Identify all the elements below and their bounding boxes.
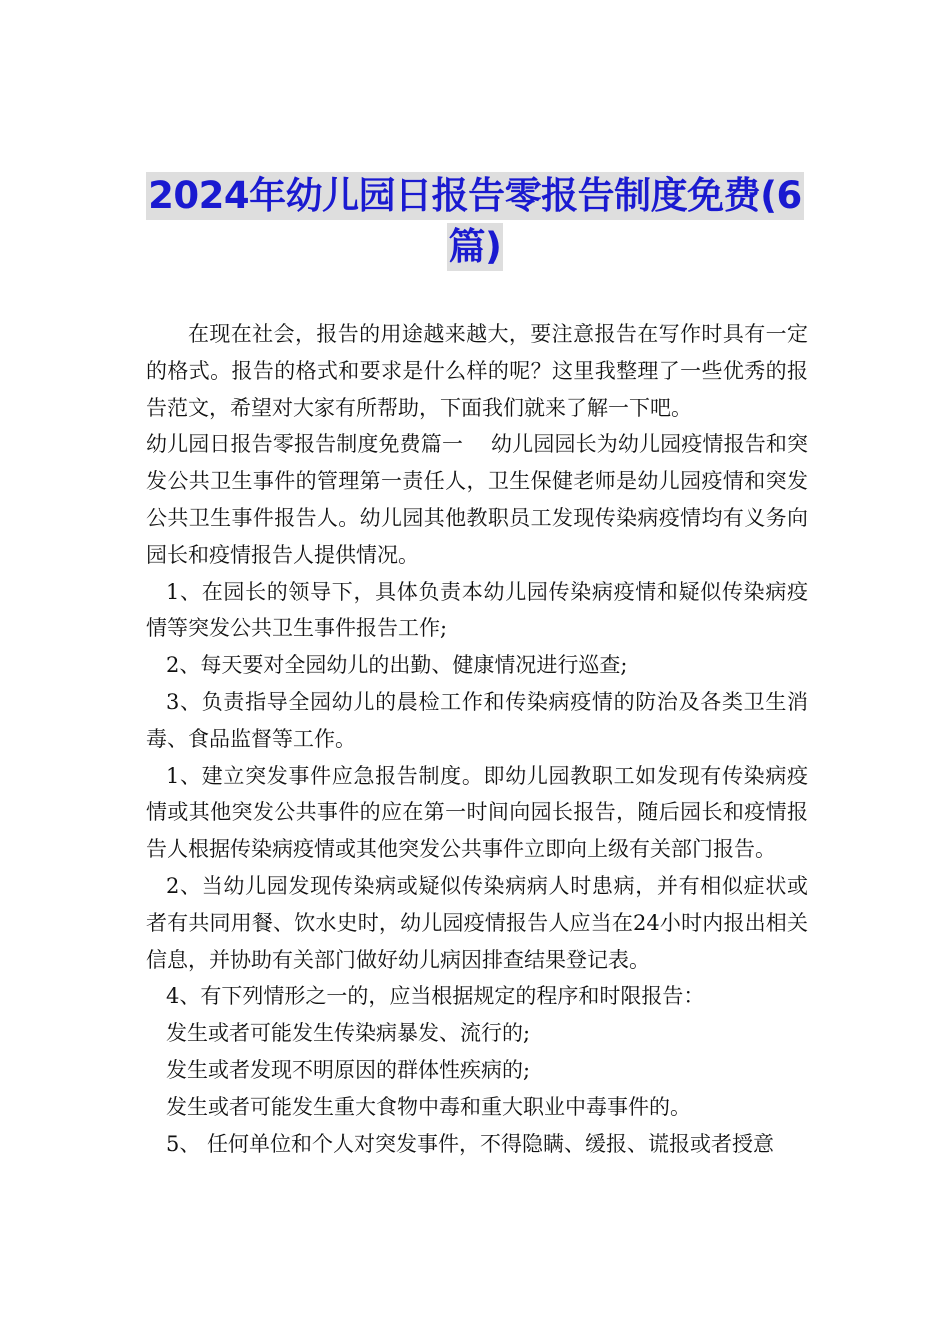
paragraph-item: 2、每天要对全园幼儿的出勤、健康情况进行巡查; (166, 653, 628, 678)
paragraph-item: 2、当幼儿园发现传染病或疑似传染病病人时患病，并有相似症状或者有共同用餐、饮水史时，幼儿园疫情报告人应当在24小时内报出相关信息，并协助有关部门做好幼儿病因排查结果登记表。 (146, 873, 808, 972)
paragraph-subitem: 发生或者可能发生重大食物中毒和重大职业中毒事件的。 (166, 1094, 691, 1119)
paragraph-section-one: 幼儿园日报告零报告制度免费篇一 幼儿园园长为幼儿园疫情报告和突发公共卫生事件的管理第一责任人，卫生保健老师是幼儿园疫情和突发公共卫生事件报告人。幼儿园其他教职员工发现传染病疫情均有义务向园长和疫情报告人提供情况。 (146, 432, 808, 567)
paragraph-item: 4、有下列情形之一的，应当根据规定的程序和时限报告： (166, 984, 705, 1009)
paragraph-item: 5、 任何单位和个人对突发事件，不得隐瞒、缓报、谎报或者授意 (166, 1131, 775, 1156)
document-body (146, 316, 808, 1162)
paragraph-item: 1、建立突发事件应急报告制度。即幼儿园教职工如发现有传染病疫情或其他突发公共事件的应在第一时间向园长报告，随后园长和疫情报告人根据传染病疫情或其他突发公共事件立即向上级有关部门报告。 (146, 763, 808, 862)
title-line-1: 2024年幼儿园日报告零报告制度免费(6 (146, 172, 804, 220)
title-line-2: 篇) (447, 223, 504, 271)
paragraph-subitem: 发生或者发现不明原因的群体性疾病的; (166, 1057, 531, 1082)
paragraph-item: 3、负责指导全园幼儿的晨检工作和传染病疫情的防治及各类卫生消毒、食品监督等工作。 (146, 689, 808, 751)
paragraph-subitem: 发生或者可能发生传染病暴发、流行的; (166, 1021, 531, 1046)
paragraph-item: 1、在园长的领导下，具体负责本幼儿园传染病疫情和疑似传染病疫情等突发公共卫生事件报告工作; (146, 579, 808, 641)
paragraph-intro: 在现在社会，报告的用途越来越大，要注意报告在写作时具有一定的格式。报告的格式和要求是什么样的呢？这里我整理了一些优秀的报告范文，希望对大家有所帮助，下面我们就来了解一下吧。 (146, 322, 808, 420)
document-title (120, 172, 830, 271)
